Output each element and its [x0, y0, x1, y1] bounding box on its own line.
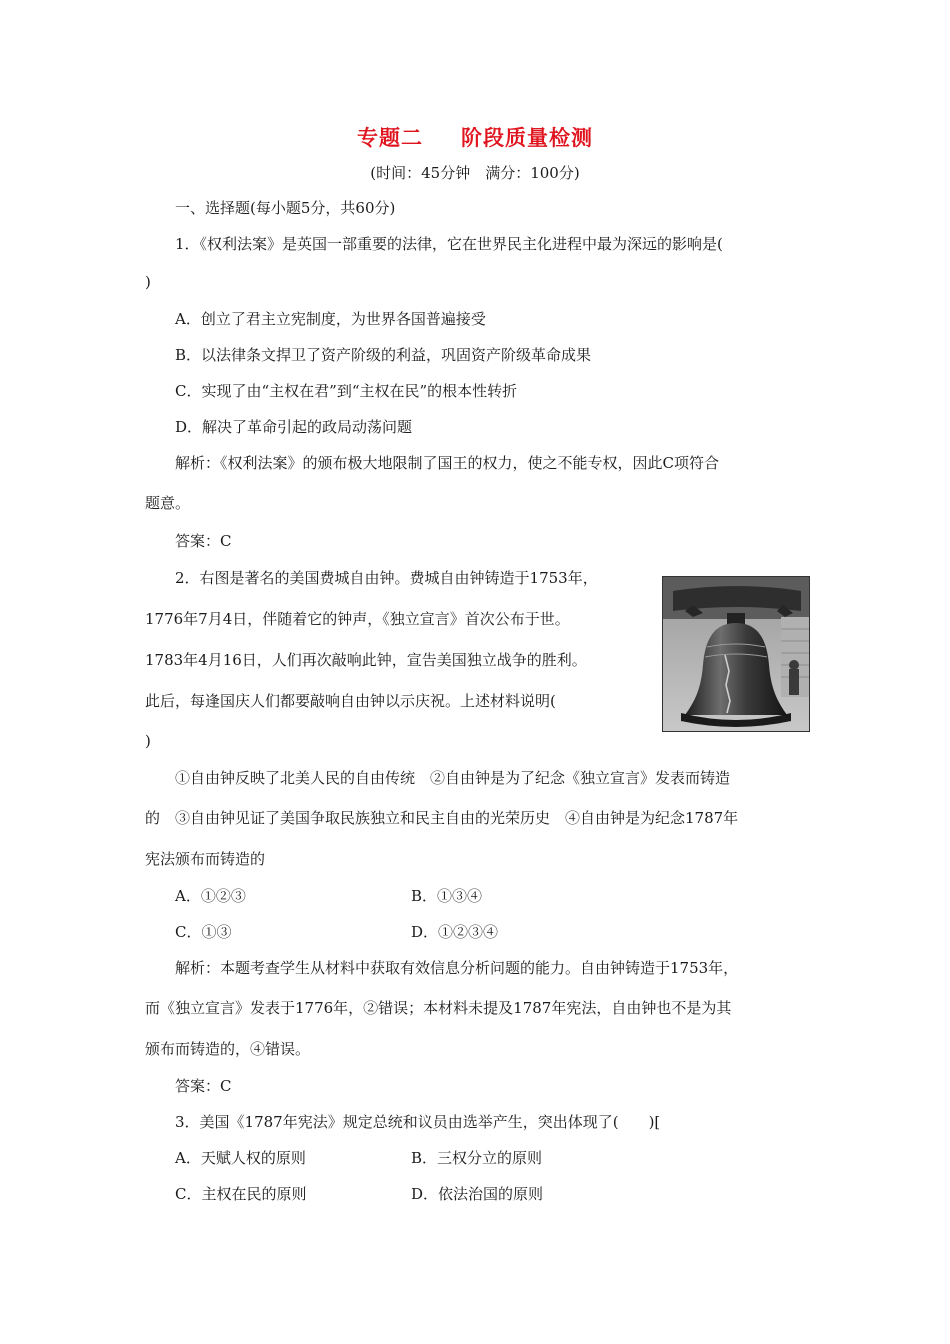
- q3-option-c: C．主权在民的原则: [175, 1185, 307, 1203]
- q3-stem: 3．美国《1787年宪法》规定总统和议员由选举产生，突出体现了( )[: [175, 1113, 661, 1131]
- q1-analysis-line2: 题意。: [145, 494, 191, 512]
- q2-option-c: C．①③: [175, 923, 232, 941]
- section-heading: 一、选择题(每小题5分，共60分): [175, 199, 396, 217]
- q2-stem-line1: 2．右图是著名的美国费城自由钟。费城自由钟铸造于1753年，: [175, 569, 598, 587]
- q2-analysis-line2: 而《独立宣言》发表于1776年，②错误；本材料未提及1787年宪法，自由钟也不是为其: [145, 999, 732, 1017]
- q1-option-a: A．创立了君主立宪制度，为世界各国普遍接受: [175, 310, 486, 328]
- q1-stem-line1: 1．《权利法案》是英国一部重要的法律，它在世界民主化进程中最为深远的影响是(: [175, 235, 723, 253]
- q2-option-d: D．①②③④: [411, 923, 499, 941]
- q2-analysis-line1: 解析：本题考查学生从材料中获取有效信息分析问题的能力。自由钟铸造于1753年，: [175, 959, 739, 977]
- q2-option-a: A．①②③: [175, 887, 246, 905]
- page-title: [0, 122, 950, 152]
- q2-stem-line2: 1776年7月4日，伴随着它的钟声，《独立宣言》首次公布于世。: [145, 610, 570, 628]
- q3-option-d: D．依法治国的原则: [411, 1185, 544, 1203]
- liberty-bell-image: [663, 577, 809, 731]
- q2-stem-line3: 1783年4月16日，人们再次敲响此钟，宣告美国独立战争的胜利。: [145, 651, 587, 669]
- q2-statement-line2: 的 ③自由钟见证了美国争取民族独立和民主自由的光荣历史 ④自由钟是为纪念1787年: [145, 809, 739, 827]
- q2-answer: 答案：C: [175, 1077, 232, 1095]
- q1-option-b: B．以法律条文捍卫了资产阶级的利益，巩固资产阶级革命成果: [175, 346, 592, 364]
- q3-option-b: B．三权分立的原则: [411, 1149, 543, 1167]
- q2-stem-line4: 此后，每逢国庆人们都要敲响自由钟以示庆祝。上述材料说明(: [145, 692, 556, 710]
- q1-analysis-line1: 解析：《权利法案》的颁布极大地限制了国王的权力，使之不能专权，因此C项符合: [175, 454, 719, 472]
- q2-statement-line3: 宪法颁布而铸造的: [145, 850, 266, 868]
- title-topic: 专题二: [357, 125, 423, 150]
- q2-statement-line1: ①自由钟反映了北美人民的自由传统 ②自由钟是为了纪念《独立宣言》发表而铸造: [175, 769, 731, 787]
- q2-analysis-line3: 颁布而铸造的，④错误。: [145, 1040, 311, 1058]
- liberty-bell-photo: [662, 576, 810, 732]
- q2-stem-line5: ): [145, 732, 151, 750]
- q1-stem-line2: ): [145, 273, 151, 291]
- title-name: 阶段质量检测: [461, 125, 593, 150]
- q1-option-d: D．解决了革命引起的政局动荡问题: [175, 418, 413, 436]
- q3-option-a: A．天赋人权的原则: [175, 1149, 306, 1167]
- q1-answer: 答案：C: [175, 532, 232, 550]
- q2-option-b: B．①③④: [411, 887, 483, 905]
- exam-info: (时间：45分钟 满分：100分): [370, 164, 580, 182]
- q1-option-c: C．实现了由“主权在君”到“主权在民”的根本性转折: [175, 382, 518, 400]
